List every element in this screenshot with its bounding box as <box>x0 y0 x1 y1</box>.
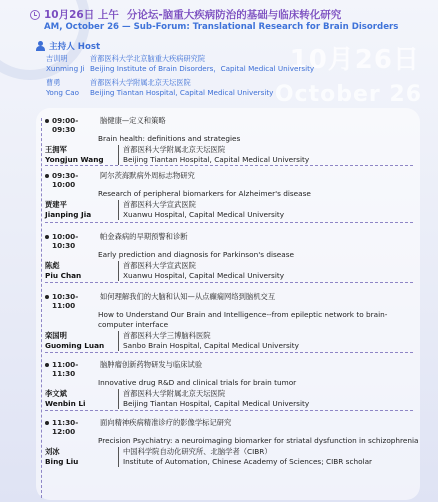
talk-title-cn: 脑肿瘤创新药物研发与临床试验 <box>100 360 203 369</box>
host-affiliation-cn: 首都医科大学北京脑重大疾病研究院 <box>90 54 206 63</box>
speaker-name-en: Piu Chan <box>45 270 82 280</box>
person-icon <box>36 41 45 51</box>
clock-icon <box>30 10 40 20</box>
speaker-name-cn: 王拥军 <box>45 145 67 154</box>
bullet-icon <box>45 363 49 367</box>
speaker-affiliation-en: Beijing Tiantan Hospital, Capital Medical University <box>123 398 310 408</box>
speaker <box>45 331 390 351</box>
bullet-icon <box>45 235 49 239</box>
talk-title-cn: 帕金森病的早期预警和诊断 <box>100 232 188 241</box>
speaker <box>45 145 309 165</box>
separator <box>45 410 413 411</box>
speaker <box>45 200 311 220</box>
bullet-icon <box>45 295 49 299</box>
speaker-affiliation-en: Beijing Tiantan Hospital, Capital Medical University <box>123 154 310 164</box>
session-time: 09:00-09:30 <box>52 116 79 134</box>
speaker-affiliation-cn: 首都医科大学附属北京天坛医院 <box>123 145 226 154</box>
talk-title-cn: 面向精神疾病精准诊疗的影像学标记研究 <box>100 418 232 427</box>
speaker-affiliation-en: Sanbo Brain Hospital, Capital Medical University <box>123 340 299 350</box>
host-affiliation-cn: 首都医科大学附属北京天坛医院 <box>90 78 191 87</box>
talk-title-en: Innovative drug R&D and clinical trials for brain tumor <box>98 378 297 387</box>
session-time: 10:30-11:00 <box>52 292 79 310</box>
talk-title-en: Precision Psychiatry: a neuroimaging biomarker for striatal dysfunction in schizophrenia <box>98 436 419 445</box>
forum-title-cn: 分论坛-脑重大疾病防治的基础与临床转化研究 <box>126 9 342 21</box>
bullet-icon <box>45 421 49 425</box>
title-row <box>30 7 341 22</box>
talk-title-cn: 阿尔茨海默病外周标志物研究 <box>100 171 195 180</box>
speaker-name-en: Wenbin Li <box>45 398 86 408</box>
separator <box>45 352 413 353</box>
speaker-name-cn: 李文斌 <box>45 389 67 398</box>
speaker-name-en: Bing Liu <box>45 456 79 466</box>
speaker-affiliation-cn: 首都医科大学宣武医院 <box>123 200 196 209</box>
talk-title-en: Research of peripheral biomarkers for Alzheimer's disease <box>98 189 311 198</box>
speaker-name-cn: 贾建平 <box>45 200 67 209</box>
session-item <box>45 116 309 165</box>
host-affiliation-en: Beijing Tiantan Hospital, Capital Medical University <box>90 87 274 97</box>
speaker-name-cn: 刘冰 <box>45 447 60 456</box>
separator <box>45 282 413 283</box>
session-time: 09:30-10:00 <box>52 171 79 189</box>
host-heading <box>36 40 100 52</box>
host-item <box>46 78 273 97</box>
speaker-affiliation-en: Xuanwu Hospital, Capital Medical University <box>123 270 285 280</box>
host-name-cn: 吉训明 <box>46 54 68 63</box>
talk-title-en: How to Understand Our Brain and Intelligence--from epileptic network to brain-computer interface <box>98 310 388 329</box>
bullet-icon <box>45 174 49 178</box>
session-item <box>45 360 309 409</box>
speaker <box>45 389 309 409</box>
session-time: 11:00-11:30 <box>52 360 79 378</box>
host-name-en: Yong Cao <box>46 87 80 97</box>
session-time: 10:00-10:30 <box>52 232 79 250</box>
host-item <box>46 54 314 73</box>
host-name-cn: 曹勇 <box>46 78 61 87</box>
speaker <box>45 447 419 467</box>
speaker-affiliation-en: Institute of Automation, Chinese Academy of Sciences; CIBR scholar <box>123 456 373 466</box>
host-label: 主持人 Host <box>49 42 101 52</box>
separator <box>45 165 413 166</box>
background-date-en: October 26 <box>274 82 422 107</box>
session-date: 10月26日 上午 <box>44 9 119 21</box>
speaker-name-en: Guoming Luan <box>45 340 105 350</box>
timeline-line <box>41 118 42 498</box>
speaker <box>45 261 294 281</box>
speaker-name-cn: 栾国明 <box>45 331 67 340</box>
background-date-cn: 10月26日 <box>289 45 420 75</box>
talk-title-cn: 如何理解我们的大脑和认知—从点癫痫网络到脑机交互 <box>100 292 276 301</box>
speaker-name-en: Jianping Jia <box>45 209 92 219</box>
host-name-en: Xunming Ji <box>46 63 85 73</box>
session-item <box>45 418 419 467</box>
speaker-affiliation-cn: 首都医科大学宣武医院 <box>123 261 196 270</box>
page-header <box>0 0 438 107</box>
talk-title-cn: 脑健康—定义和策略 <box>100 116 166 125</box>
speaker-affiliation-en: Xuanwu Hospital, Capital Medical University <box>123 209 285 219</box>
session-time: 11:30-12:00 <box>52 418 79 436</box>
talk-title-en: Early prediction and diagnosis for Parkinson's disease <box>98 250 295 259</box>
separator <box>45 222 413 223</box>
forum-title-en: AM, October 26 — Sub-Forum: Translational Research for Brain Disorders <box>44 22 399 32</box>
speaker-affiliation-cn: 中国科学院自动化研究所、北脑学者（CIBR） <box>123 447 272 456</box>
speaker-name-cn: 陈彪 <box>45 261 60 270</box>
talk-title-en: Brain health: definitions and strategies <box>98 134 241 143</box>
host-affiliation-en: Beijing Institute of Brain Disorders，Capital Medical University <box>90 63 315 73</box>
session-item <box>45 292 390 351</box>
speaker-affiliation-cn: 首都医科大学三博脑科医院 <box>123 331 211 340</box>
bullet-icon <box>45 119 49 123</box>
session-item <box>45 232 294 281</box>
speaker-name-en: Yongjun Wang <box>45 154 104 164</box>
speaker-affiliation-cn: 首都医科大学附属北京天坛医院 <box>123 389 226 398</box>
session-item <box>45 171 311 220</box>
